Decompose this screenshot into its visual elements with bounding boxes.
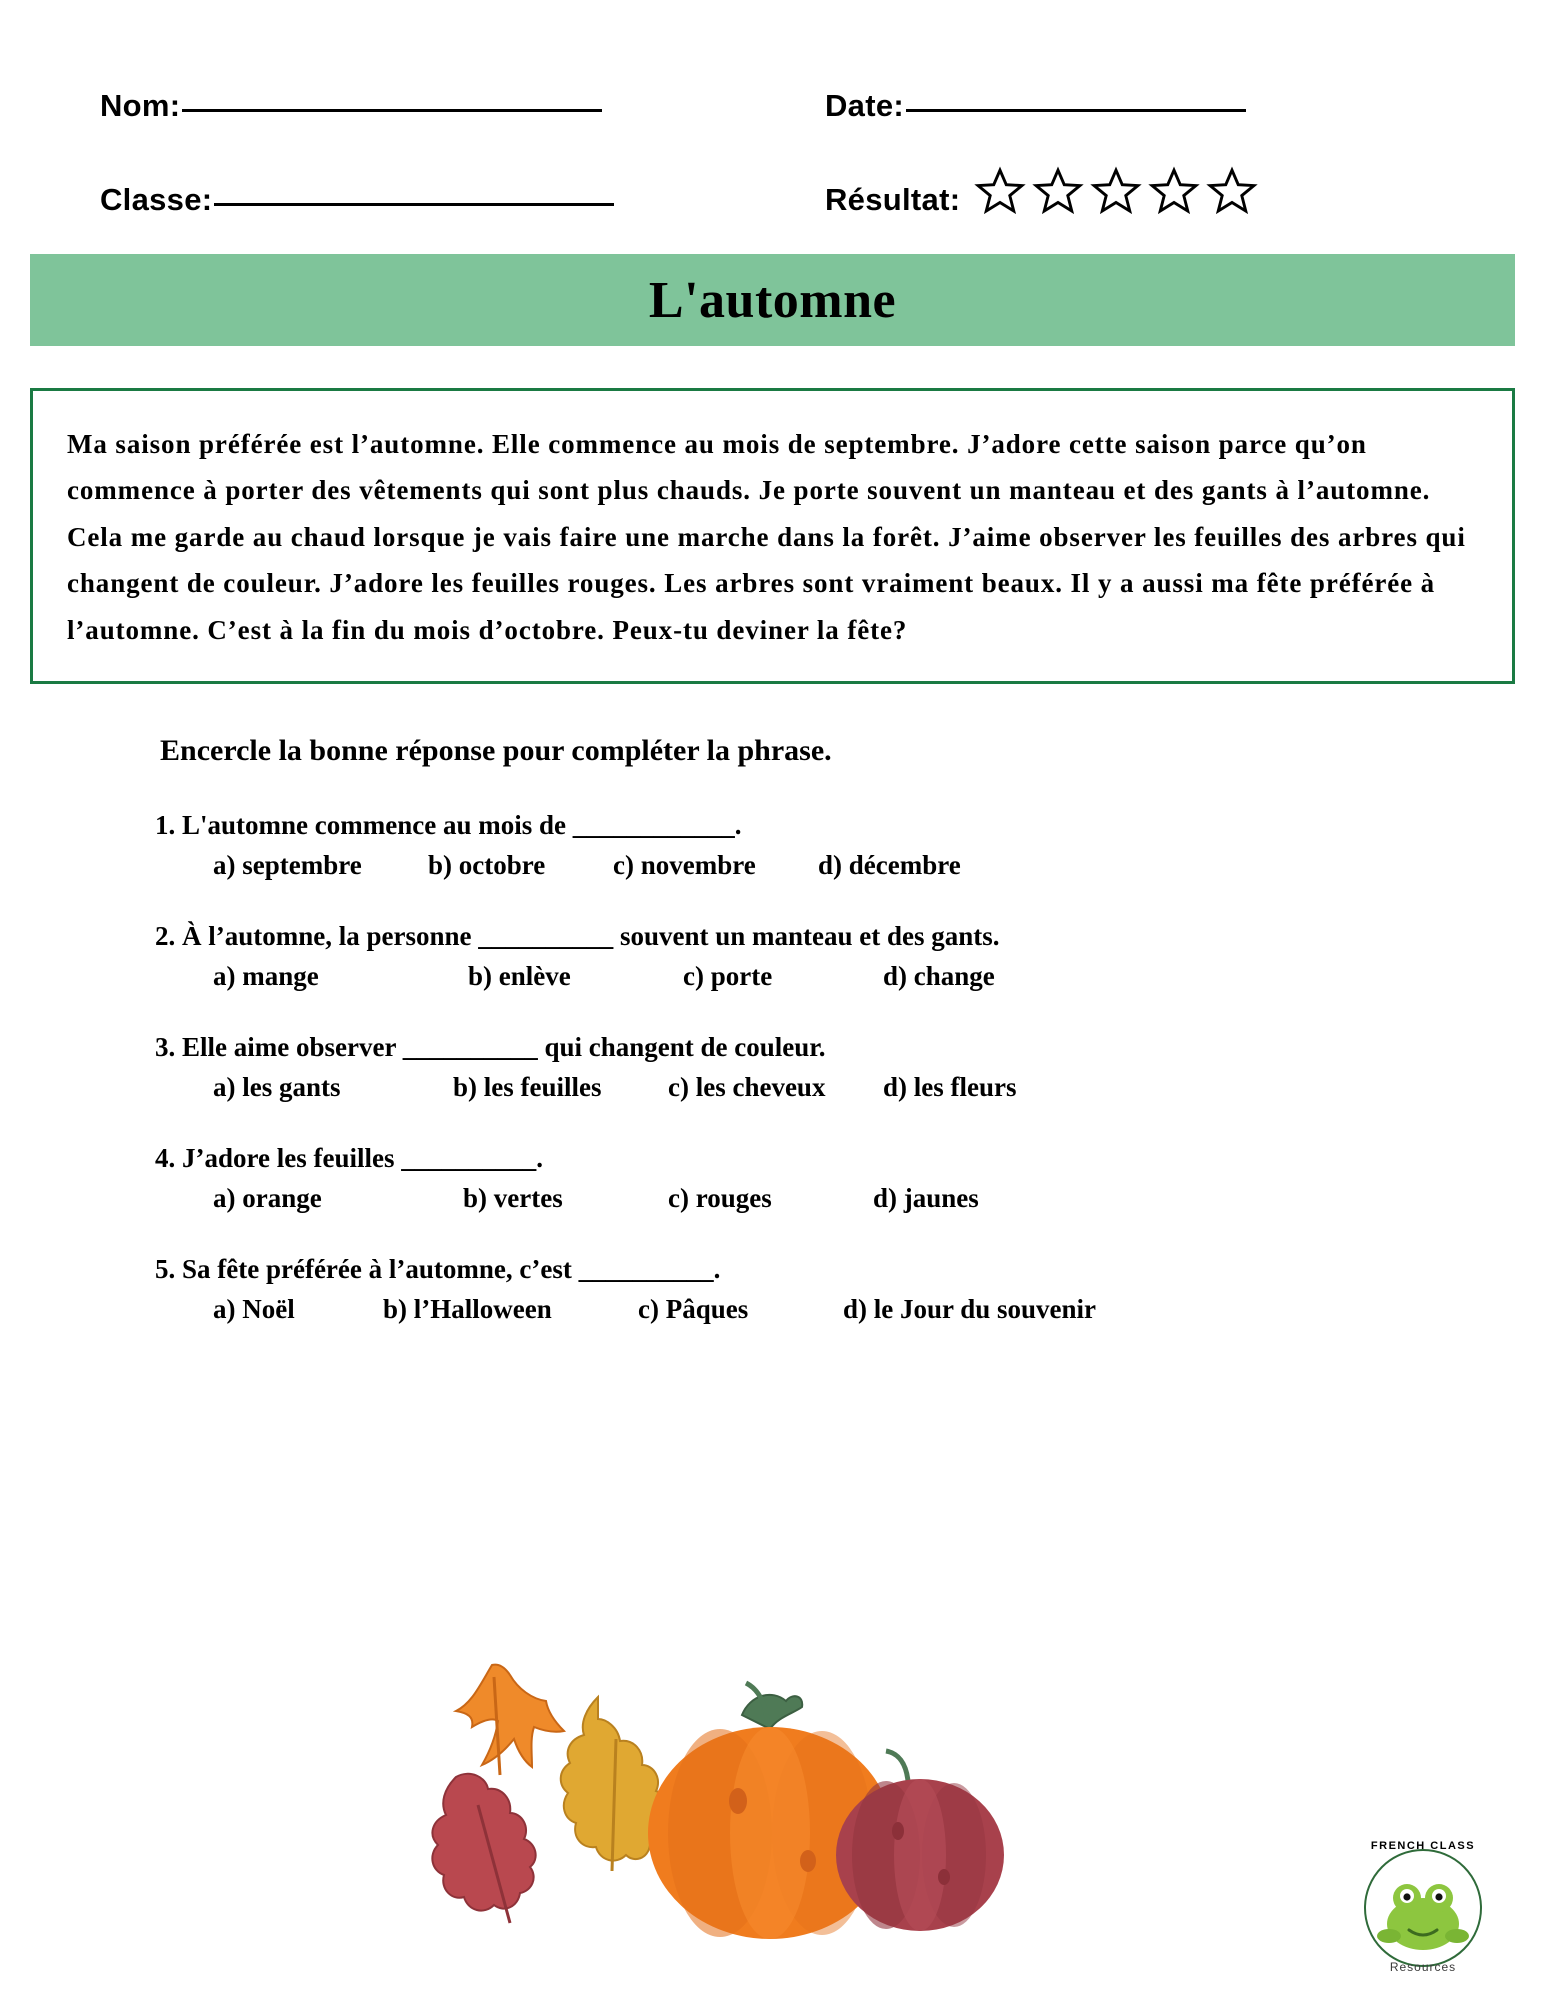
option-c[interactable]: c) Pâques [638, 1294, 749, 1325]
option-c[interactable]: c) porte [683, 961, 773, 992]
questions-list [155, 810, 1405, 1325]
option-b[interactable]: b) les feuilles [453, 1072, 602, 1103]
date-field[interactable] [825, 88, 1246, 124]
question-options [155, 1183, 1405, 1214]
frog-logo-icon [1353, 1836, 1493, 1976]
option-c[interactable]: c) novembre [613, 850, 756, 881]
question-options [155, 850, 1405, 881]
option-d[interactable]: d) décembre [818, 850, 961, 881]
option-b[interactable]: b) l’Halloween [383, 1294, 552, 1325]
nom-field[interactable] [100, 88, 825, 124]
page-title: L'automne [648, 271, 897, 329]
header-row-1 [100, 88, 1445, 124]
rating-stars[interactable] [974, 166, 1258, 216]
option-b[interactable]: b) enlève [468, 961, 571, 992]
resultat-field [825, 160, 1258, 218]
autumn-artwork [420, 1655, 1120, 1965]
star-icon[interactable] [1032, 166, 1084, 216]
date-input-line[interactable] [906, 108, 1246, 112]
star-icon[interactable] [1148, 166, 1200, 216]
maple-leaf-icon [456, 1665, 564, 1775]
question-item [155, 921, 1405, 992]
question-text: 3. Elle aime observer __________ qui changent de couleur. [155, 1032, 826, 1063]
date-label: Date: [825, 88, 905, 123]
nom-label: Nom: [100, 88, 181, 123]
star-icon[interactable] [1090, 166, 1142, 216]
option-a[interactable]: a) mange [213, 961, 319, 992]
option-a[interactable]: a) Noël [213, 1294, 295, 1325]
option-a[interactable]: a) les gants [213, 1072, 341, 1103]
question-options [155, 1294, 1405, 1325]
instruction-text: Encercle la bonne réponse pour compléter la phrase. [160, 734, 832, 768]
reading-passage-box [30, 388, 1515, 684]
star-icon[interactable] [1206, 166, 1258, 216]
question-item [155, 810, 1405, 881]
logo-bottom-text: Resources [1389, 1960, 1457, 1974]
reading-passage-text: Ma saison préférée est l’automne. Elle commence au mois de septembre. J’adore cette saison parce qu’on commence à porter des vêtements qui sont plus chauds. Je porte souvent un manteau et des gants à l’automne. Cela me garde au chaud lorsque je vais faire une marche dans la forêt. J’aime observer les feuilles des arbres qui changent de couleur. J’adore les feuilles rouges. Les arbres sont vraiment beaux. Il y a aussi ma fête préférée à l’automne. C’est à la fin du mois d’octobre. Peux-tu deviner la fête? [67, 429, 1466, 645]
option-c[interactable]: c) les cheveux [668, 1072, 826, 1103]
option-a[interactable]: a) septembre [213, 850, 362, 881]
classe-label: Classe: [100, 182, 213, 217]
nom-input-line[interactable] [182, 108, 602, 112]
question-text: 1. L'automne commence au mois de ____________. [155, 810, 742, 841]
title-banner [30, 254, 1515, 346]
classe-input-line[interactable] [214, 202, 614, 206]
header-row-2 [100, 160, 1445, 218]
question-item [155, 1143, 1405, 1214]
star-icon[interactable] [974, 166, 1026, 216]
option-d[interactable]: d) le Jour du souvenir [843, 1294, 1097, 1325]
logo-top-text: FRENCH CLASS [1370, 1840, 1476, 1852]
question-options [155, 961, 1405, 992]
option-d[interactable]: d) jaunes [873, 1183, 979, 1214]
question-text: 5. Sa fête préférée à l’automne, c’est __________. [155, 1254, 721, 1285]
option-c[interactable]: c) rouges [668, 1183, 772, 1214]
question-item [155, 1254, 1405, 1325]
resultat-label: Résultat: [825, 182, 961, 217]
option-b[interactable]: b) octobre [428, 850, 546, 881]
question-options [155, 1072, 1405, 1103]
option-b[interactable]: b) vertes [463, 1183, 563, 1214]
question-text: 2. À l’automne, la personne __________ souvent un manteau et des gants. [155, 921, 1000, 952]
classe-field[interactable] [100, 182, 825, 218]
brand-logo [1353, 1836, 1493, 1976]
question-item [155, 1032, 1405, 1103]
option-a[interactable]: a) orange [213, 1183, 322, 1214]
option-d[interactable]: d) les fleurs [883, 1072, 1017, 1103]
artwork-svg [420, 1655, 1120, 1965]
red-leaf-icon [432, 1774, 535, 1923]
question-text: 4. J’adore les feuilles __________. [155, 1143, 543, 1174]
option-d[interactable]: d) change [883, 961, 995, 992]
worksheet-header [0, 0, 1545, 218]
